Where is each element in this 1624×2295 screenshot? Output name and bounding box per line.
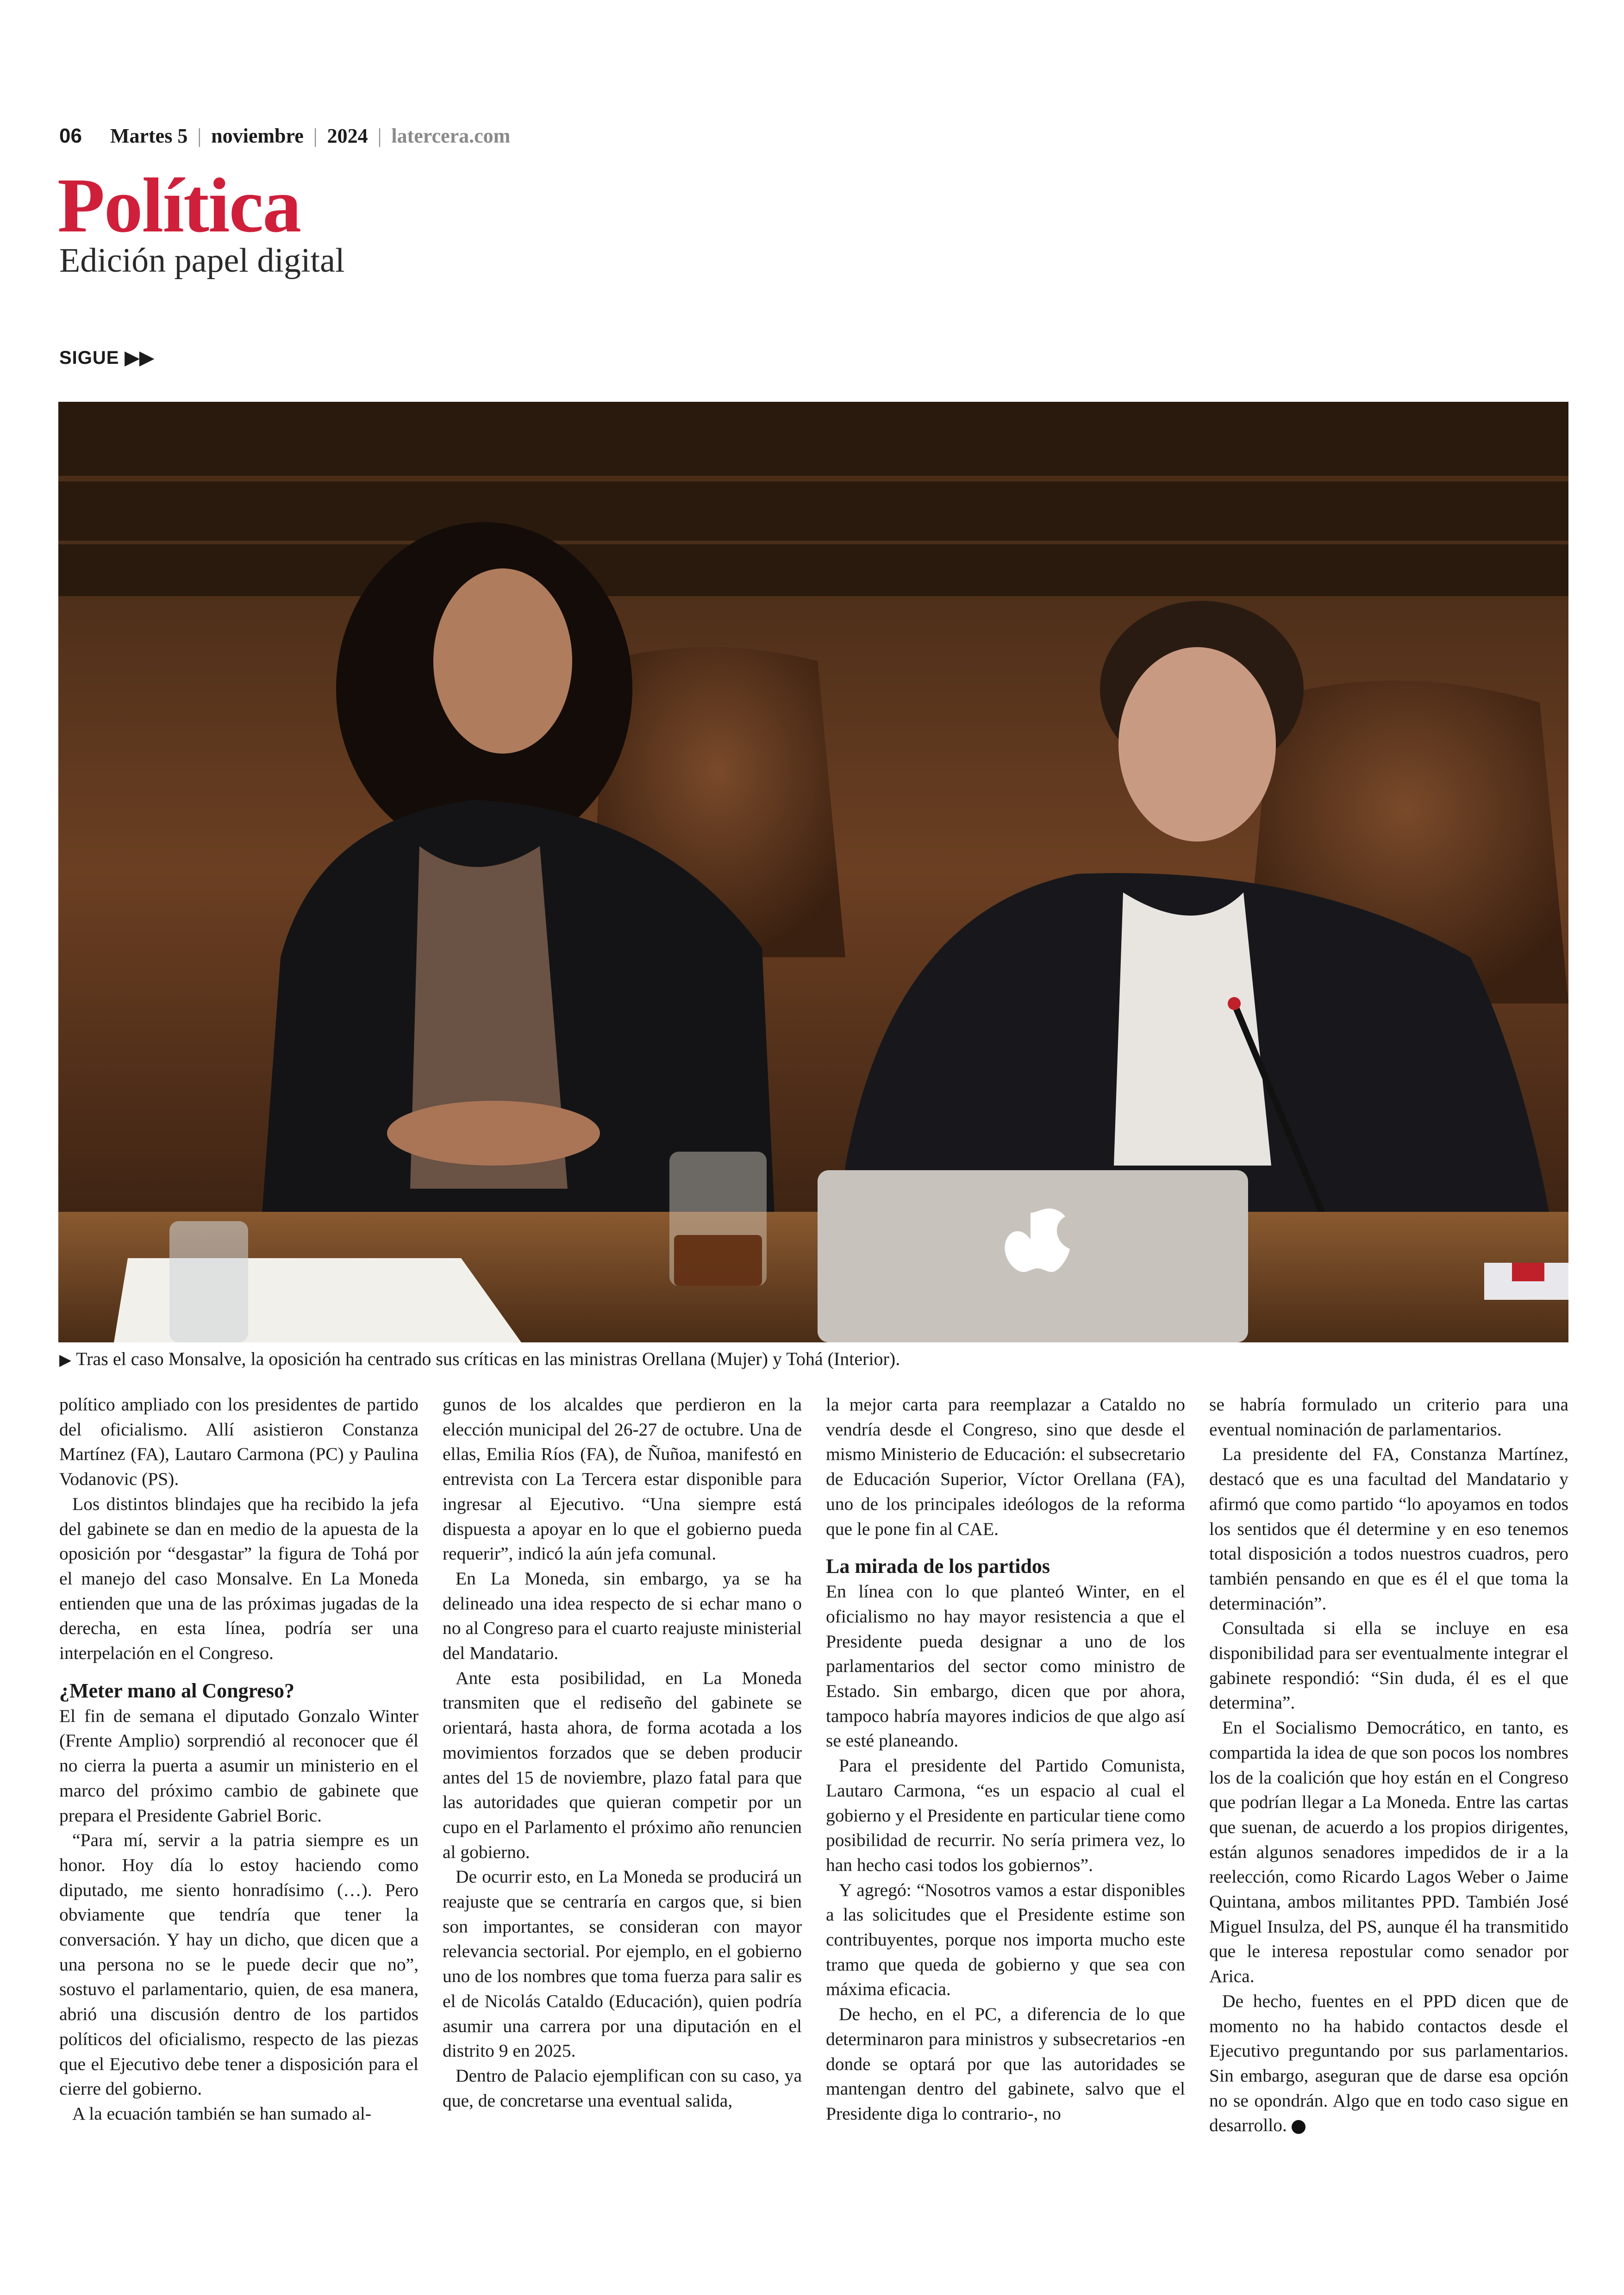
section-title: Política — [57, 162, 301, 249]
continue-label[interactable]: SIGUE ▶▶ — [59, 348, 155, 368]
date-year: 2024 — [327, 125, 368, 147]
separator: | — [377, 125, 382, 147]
subheading: La mirada de los partidos — [826, 1555, 1050, 1578]
photo-caption — [59, 1348, 1568, 1370]
paragraph: la mejor carta para reemplazar a Cataldo no vendría desde el Congreso, sino que desde el mismo Ministerio de Educación: el subsecretario de Educación Superior, Víctor Orellana (FA), uno de los principales ideólogos de la reforma que le pone fin al CAE. — [826, 1394, 1185, 1539]
paragraph: “Para mí, servir a la patria siempre es un honor. Hoy día lo estoy haciendo como diputado, me siento honradísimo (…). Pero obviamente que tendría que tener la conversación. Y hay un dicho, que dicen que a una persona no se le puede decir que no”, sostuvo el parlamentario, quien, de esa manera, abrió una discusión dentro de los partidos políticos del oficialismo, respecto de las piezas que el Ejecutivo debe tener a disposición para el cierre del gobierno. — [59, 1830, 418, 2099]
caption-text: Tras el caso Monsalve, la oposición ha centrado sus críticas en las ministras Orellana (Mujer) y Tohá (Interior). — [76, 1348, 900, 1369]
paragraph: Ante esta posibilidad, en La Moneda transmiten que el rediseño del gabinete se orientará, hasta ahora, de forma acotada a los movimientos forzados que se deben producir antes del 15 de noviembre, plazo fatal para que las autoridades que quieran competir por un cupo en el Parlamento el próximo año renuncien al gobierno. — [443, 1667, 802, 1862]
date-month: noviembre — [211, 125, 304, 147]
section-subtitle: Edición papel digital — [59, 242, 345, 280]
photo-illustration — [58, 402, 1568, 1342]
site-link[interactable]: latercera.com — [391, 125, 511, 147]
person-right-face — [1118, 647, 1276, 842]
article-column-1 — [59, 1392, 418, 2170]
paragraph: De ocurrir esto, en La Moneda se producirá un reajuste que se centraría en cargos que, si bien son importantes, se consideran con mayor relevancia sectorial. Por ejemplo, en el gobierno uno de los nombres que toma fuerza para salir es el de Nicolás Cataldo (Educación), quien podría asumir una carrera por una diputación en el distrito 9 en 2025. — [443, 1866, 802, 2061]
paragraph: Y agregó: “Nosotros vamos a estar disponibles a las solicitudes que el Presidente estime son contribuyentes, porque nos importa mucho este tramo que queda de gobierno y que sea con máxima eficacia. — [826, 1879, 1185, 2000]
paragraph: En el Socialismo Democrático, en tanto, es compartida la idea de que son pocos los nombres los de la coalición que hoy están en el Congreso que podrían llegar a La Moneda. Entre las cartas que suenan, de acuerdo a los propios dirigentes, están algunos senadores impedidos de ir a la reelección, como Ricardo Lagos Weber o Jaime Quintana, ambos militantes PPD. También José Miguel Insulza, del PS, aunque él ha transmitido que le interesa repostular como senador por Arica. — [1209, 1717, 1568, 1987]
paragraph: La presidente del FA, Constanza Martínez, destacó que es una facultad del Mandatario y afirmó que como partido “lo apoyamos en todos los sentidos que él determine y en eso tenemos total disposición a todos nuestros cuadros, pero también pensando en que es él el que toma la determinación”. — [1209, 1444, 1568, 1614]
subheading: ¿Meter mano al Congreso? — [59, 1679, 294, 1702]
article-photo — [58, 402, 1568, 1342]
paragraph: se habría formulado un criterio para una eventual nominación de parlamentarios. — [1209, 1394, 1568, 1440]
date-day: Martes 5 — [110, 125, 188, 147]
paragraph: Para el presidente del Partido Comunista, Lautaro Carmona, “es un espacio al cual el gobierno y el Presidente en particular tiene como posibilidad de recurrir. No sería primera vez, lo han hecho casi todos los gobiernos”. — [826, 1755, 1185, 1875]
article-column-3 — [826, 1392, 1185, 2170]
paragraph: De hecho, fuentes en el PPD dicen que de momento no ha habido contactos desde el Ejecutivo preguntando por sus parlamentarios. Sin embargo, aseguran que de darse esa opción no se opondrán. Algo que en todo caso sigue en desarrollo. — [1209, 1990, 1568, 2136]
page-number: 06 — [59, 125, 82, 147]
paragraph: Los distintos blindajes que ha recibido la jefa del gabinete se dan en medio de la apuesta de la oposición por “desgastar” la figura de Tohá por el manejo del caso Monsalve. En La Moneda entienden que una de las próximas jugadas de la derecha, en esta línea, podría ser una interpelación en el Congreso. — [59, 1493, 418, 1664]
end-mark-icon — [1292, 2120, 1305, 2134]
person-left-hands — [387, 1101, 600, 1166]
paragraph-final — [1209, 1989, 1568, 2138]
separator: | — [197, 125, 202, 147]
person-left-face — [433, 568, 572, 754]
caption-arrow-icon: ▶ — [59, 1352, 72, 1369]
paragraph: A la ecuación también se han sumado al- — [72, 2103, 372, 2124]
article-column-4 — [1209, 1392, 1568, 2170]
water-glass — [169, 1221, 248, 1342]
paragraph: De hecho, en el PC, a diferencia de lo que determinaron para ministros y subsecretarios -en donde se optará por que las autoridades se mantengan dentro del gabinete, salvo que el Presidente diga lo contrario-, no — [826, 2004, 1185, 2124]
masthead — [59, 124, 510, 148]
article-column-2 — [443, 1392, 802, 2170]
paragraph: En La Moneda, sin embargo, ya se ha delineado una idea respecto de si echar mano o no al Congreso para el cuarto reajuste ministerial del Mandatario. — [443, 1568, 802, 1664]
paragraph: Dentro de Palacio ejemplifican con su caso, ya que, de concretarse una eventual salida, — [443, 2065, 802, 2111]
article-body — [59, 1392, 1568, 2170]
paragraph: El fin de semana el diputado Gonzalo Winter (Frente Amplio) sorprendió al reconocer que él no cierra la puerta a asumir un ministerio en el marco del próximo cambio de gabinete que prepara el Presidente Gabriel Boric. — [59, 1705, 418, 1826]
paragraph: En línea con lo que planteó Winter, en el oficialismo no hay mayor resistencia a que el Presidente pueda designar a uno de los parlamentarios del sector como ministro de Estado. Sin embargo, dicen que por ahora, tampoco habría mayores indicios de que algo así se esté planeando. — [826, 1581, 1185, 1751]
paragraph: Consultada si ella se incluye en esa disponibilidad para ser eventualmente integrar el gabinete respondió: “Sin duda, él es el que determina”. — [1209, 1618, 1568, 1713]
separator: | — [313, 125, 318, 147]
paragraph: político ampliado con los presidentes de partido del oficialismo. Allí asistieron Constanza Martínez (FA), Lautaro Carmona (PC) y Paulina Vodanovic (PS). — [59, 1394, 418, 1490]
paragraph: gunos de los alcaldes que perdieron en la elección municipal del 26-27 de octubre. Una de ellas, Emilia Ríos (FA), de Ñuñoa, manifestó en entrevista con La Tercera estar disponible para ingresar al Ejecutivo. “Una siempre está dispuesta a apoyar en lo que el gobierno pueda requerir”, indicó la aún jefa comunal. — [443, 1394, 802, 1564]
